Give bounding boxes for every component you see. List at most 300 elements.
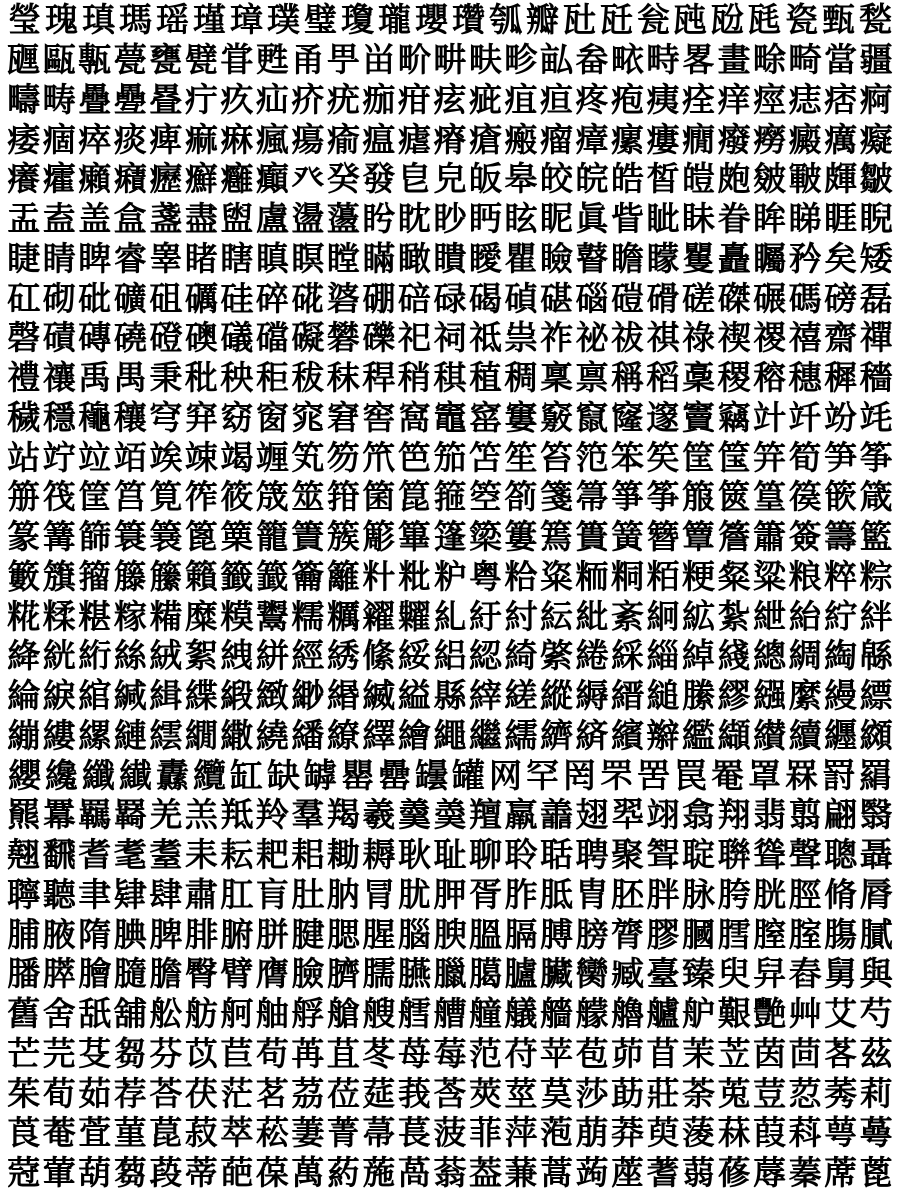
glyph-cell: 艀 [291,994,325,1034]
glyph-cell: 璞 [267,0,300,40]
glyph-cell: 膽 [149,954,183,994]
glyph-cell: 苺 [397,1033,431,1073]
glyph-cell: 罸 [822,755,855,795]
glyph-cell: 粭 [504,556,538,596]
glyph-cell: 穢 [7,397,41,437]
glyph-cell: 瓊 [341,0,374,40]
glyph-cell: 糘 [113,596,147,636]
glyph-cell: 罠 [674,755,707,795]
glyph-cell: 粽 [859,556,893,596]
glyph-cell: 臙 [397,954,431,994]
glyph-cell: 盖 [78,199,112,239]
glyph-cell: 矮 [859,238,893,278]
glyph-cell: 臍 [326,954,360,994]
glyph-cell: 臈 [468,954,502,994]
glyph-cell: 聢 [682,835,716,875]
glyph-cell: 皋 [504,159,538,199]
glyph-cell: 秧 [220,358,254,398]
glyph-cell: 荅 [149,1073,183,1113]
glyph-cell: 紕 [575,596,609,636]
glyph-cell: 笘 [468,437,502,477]
glyph-cell: 艾 [824,994,858,1034]
glyph-cell: 簪 [646,517,680,557]
glyph-cell: 繖 [220,715,254,755]
glyph-cell: 臂 [220,954,254,994]
glyph-cell: 禪 [859,318,893,358]
glyph-cell: 耡 [326,835,360,875]
glyph-cell: 萇 [397,1113,431,1153]
glyph-cell: 瞎 [220,238,254,278]
glyph-cell: 竰 [255,437,289,477]
glyph-cell: 筝 [859,437,893,477]
glyph-cell: 穰 [113,397,147,437]
glyph-cell: 皚 [682,159,716,199]
glyph-cell: 癧 [149,159,183,199]
glyph-cell: 臺 [646,954,680,994]
glyph-cell: 莉 [859,1073,893,1113]
glyph-cell: 罌 [341,755,374,795]
glyph-cell: 荳 [753,1073,787,1113]
glyph-cell: 礦 [113,278,147,318]
glyph-cell: 粐 [433,556,467,596]
glyph-cell: 縡 [468,676,502,716]
glyph-cell: 菁 [326,1113,360,1153]
glyph-cell: 疊 [78,79,112,119]
glyph-cell: 舖 [113,994,147,1034]
glyph-cell: 粫 [575,556,609,596]
glyph-cell: 笵 [575,437,609,477]
glyph-cell: 綮 [539,636,573,676]
glyph-cell: 瞋 [255,238,289,278]
glyph-cell: 翅 [575,795,609,835]
glyph-cell: 缸 [230,755,263,795]
glyph-cell: 萪 [788,1113,822,1153]
glyph-cell: 羸 [504,795,538,835]
glyph-cell: 綛 [468,636,502,676]
glyph-cell: 罔 [563,755,596,795]
glyph-cell: 癲 [255,159,289,199]
glyph-cell: 苙 [717,1033,751,1073]
glyph-cell: 缺 [267,755,300,795]
glyph-cell: 艪 [611,994,645,1034]
glyph-cell: 莚 [362,1073,396,1113]
glyph-cell: 紂 [504,596,538,636]
glyph-cell: 臀 [184,954,218,994]
glyph-cell: 繻 [504,715,538,755]
glyph-cell: 縋 [646,676,680,716]
glyph-cell: 苳 [362,1033,396,1073]
glyph-cell: 緡 [326,676,360,716]
glyph-cell: 瓮 [637,0,670,40]
glyph-cell: 簗 [468,517,502,557]
glyph-cell: 膕 [682,914,716,954]
glyph-cell: 緕 [575,715,609,755]
glyph-cell: 皀 [397,159,431,199]
glyph-cell: 絳 [7,636,41,676]
glyph-cell: 糲 [326,596,360,636]
glyph-cell: 腱 [291,914,325,954]
glyph-cell: 翦 [788,795,822,835]
glyph-cell: 皈 [468,159,502,199]
glyph-cell: 耘 [220,835,254,875]
glyph-cell: 萬 [291,1153,325,1193]
glyph-cell: 癪 [113,159,147,199]
glyph-cell: 縺 [113,715,147,755]
glyph-cell: 筧 [149,477,183,517]
glyph-cell: 网 [489,755,522,795]
glyph-cell: 綸 [7,676,41,716]
glyph-cell: 耜 [291,835,325,875]
glyph-cell: 臘 [433,954,467,994]
glyph-cell: 辮 [646,715,680,755]
glyph-cell: 篷 [433,517,467,557]
glyph-cell: 稱 [611,358,645,398]
glyph-cell: 磑 [611,278,645,318]
glyph-cell: 盒 [113,199,147,239]
glyph-cell: 磧 [42,318,76,358]
glyph-cell: 瓧 [563,0,596,40]
glyph-cell: 筺 [717,437,751,477]
glyph-cell: 肅 [184,874,218,914]
glyph-cell: 脛 [788,874,822,914]
glyph-cell: 瑾 [193,0,226,40]
glyph-cell: 聲 [788,835,822,875]
glyph-cell: 臉 [291,954,325,994]
glyph-cell: 譱 [539,795,573,835]
glyph-cell: 皓 [611,159,645,199]
glyph-cell: 菽 [184,1113,218,1153]
glyph-cell: 碼 [788,278,822,318]
glyph-cell: 秣 [326,358,360,398]
glyph-cell: 緻 [255,676,289,716]
glyph-cell: 眛 [682,199,716,239]
glyph-cell: 磴 [149,318,183,358]
glyph-cell: 隋 [78,914,112,954]
glyph-cell: 箏 [611,477,645,517]
glyph-cell: 絏 [220,636,254,676]
glyph-row [6,0,894,40]
glyph-cell: 苹 [539,1033,573,1073]
glyph-cell: 禝 [753,318,787,358]
glyph-cell: 聊 [468,835,502,875]
glyph-row [6,239,894,279]
glyph-cell: 罘 [600,755,633,795]
glyph-cell: 眤 [539,199,573,239]
glyph-row [6,716,894,756]
glyph-cell: 甦 [255,40,289,80]
glyph-cell: 箘 [362,477,396,517]
glyph-cell: 碌 [433,278,467,318]
glyph-cell: 胝 [539,874,573,914]
glyph-cell: 畆 [539,40,573,80]
glyph-cell: 聹 [7,874,41,914]
glyph-cell: 矗 [717,238,751,278]
glyph-cell: 礬 [326,318,360,358]
glyph-cell: 筮 [291,477,325,517]
glyph-cell: 縉 [611,676,645,716]
glyph-cell: 磆 [646,278,680,318]
glyph-cell: 禀 [575,358,609,398]
glyph-cell: 粃 [397,556,431,596]
glyph-cell: 籀 [78,556,112,596]
glyph-cell: 甓 [184,40,218,80]
glyph-cell: 鬻 [255,596,289,636]
glyph-cell: 莠 [824,1073,858,1113]
glyph-cell: 莵 [717,1073,751,1113]
glyph-cell: 糢 [220,596,254,636]
glyph-cell: 耋 [149,835,183,875]
glyph-cell: 蒟 [575,1153,609,1193]
glyph-cell: 畤 [646,40,680,80]
glyph-cell: 竚 [42,437,76,477]
glyph-cell: 篋 [717,477,751,517]
glyph-cell: 耒 [184,835,218,875]
glyph-cell: 硼 [362,278,396,318]
glyph-cell: 葆 [255,1153,289,1193]
glyph-cell: 艝 [397,994,431,1034]
glyph-cell: 皸 [788,159,822,199]
glyph-cell: 肛 [220,874,254,914]
glyph-cell: 舸 [220,994,254,1034]
glyph-cell: 葷 [42,1153,76,1193]
glyph-cell: 苜 [646,1033,680,1073]
glyph-cell: 蓖 [859,1153,893,1193]
glyph-cell: 眩 [504,199,538,239]
glyph-cell: 萵 [397,1153,431,1193]
glyph-cell: 瘍 [291,119,325,159]
glyph-cell: 緝 [149,676,183,716]
glyph-cell: 脉 [682,874,716,914]
glyph-cell: 畧 [682,40,716,80]
glyph-cell: 筝 [646,477,680,517]
glyph-cell: 罐 [452,755,485,795]
glyph-cell: 繝 [184,715,218,755]
glyph-cell: 莇 [611,1073,645,1113]
glyph-cell: 葹 [362,1153,396,1193]
glyph-cell: 秕 [184,358,218,398]
glyph-cell: 礙 [291,318,325,358]
glyph-cell: 胄 [575,874,609,914]
glyph-cell: 疵 [468,79,502,119]
glyph-cell: 縅 [362,676,396,716]
glyph-cell: 絋 [682,596,716,636]
glyph-cell: 聽 [42,874,76,914]
glyph-cell: 矼 [7,278,41,318]
glyph-cell: 蔆 [682,1113,716,1153]
glyph-cell: 罎 [415,755,448,795]
glyph-cell: 聿 [78,874,112,914]
glyph-cell: 絛 [362,636,396,676]
glyph-cell: 粮 [788,556,822,596]
glyph-cell: 耻 [433,835,467,875]
glyph-cell: 睫 [7,238,41,278]
glyph-cell: 葩 [220,1153,254,1193]
glyph-cell: 艸 [788,994,822,1034]
glyph-cell: 筏 [42,477,76,517]
glyph-cell: 綯 [824,636,858,676]
glyph-cell: 粲 [717,556,751,596]
glyph-cell: 穃 [753,358,787,398]
glyph-cell: 縊 [397,676,431,716]
glyph-cell: 與 [859,954,893,994]
glyph-cell: 稙 [468,358,502,398]
glyph-cell: 翔 [717,795,751,835]
glyph-cell: 箟 [397,477,431,517]
glyph-cell: 葢 [468,1153,502,1193]
glyph-cell: 窗 [255,397,289,437]
glyph-cell: 睨 [859,199,893,239]
glyph-cell: 艚 [433,994,467,1034]
glyph-cell: 硴 [291,278,325,318]
glyph-cell: 膺 [255,954,289,994]
glyph-cell: 瘴 [575,119,609,159]
glyph-cell: 甞 [220,40,254,80]
glyph-cell: 荀 [42,1073,76,1113]
glyph-cell: 茵 [753,1033,787,1073]
glyph-cell: 皖 [575,159,609,199]
glyph-cell: 祕 [575,318,609,358]
glyph-cell: 箚 [504,477,538,517]
glyph-cell: 畴 [42,79,76,119]
glyph-cell: 菴 [42,1113,76,1153]
glyph-cell: 甅 [7,40,41,80]
glyph-cell: 羌 [149,795,183,835]
glyph-cell: 篥 [220,517,254,557]
glyph-cell: 絽 [433,636,467,676]
glyph-cell: 痙 [753,79,787,119]
glyph-cell: 荵 [788,1073,822,1113]
glyph-cell: 稻 [646,358,680,398]
glyph-cell: 縒 [504,676,538,716]
glyph-cell: 飜 [42,835,76,875]
glyph-cell: 礪 [184,278,218,318]
glyph-cell: 荐 [113,1073,147,1113]
glyph-cell: 舂 [788,954,822,994]
glyph-cell: 簫 [753,517,787,557]
glyph-cell: 臧 [611,954,645,994]
glyph-cell: 舅 [824,954,858,994]
glyph-cell: 范 [468,1033,502,1073]
glyph-cell: 瑪 [119,0,152,40]
glyph-cell: 癈 [717,119,751,159]
glyph-cell: 臾 [717,954,751,994]
glyph-cell: 絆 [859,596,893,636]
glyph-cell: 緤 [184,676,218,716]
glyph-cell: 癸 [326,159,360,199]
glyph-cell: 臻 [682,954,716,994]
glyph-cell: 癩 [78,159,112,199]
glyph-cell: 絖 [42,636,76,676]
glyph-cell: 茗 [255,1073,289,1113]
glyph-cell: 纈 [717,715,751,755]
glyph-cell: 罍 [378,755,411,795]
glyph-cell: 癨 [42,159,76,199]
glyph-cell: 稘 [433,358,467,398]
glyph-cell: 綰 [78,676,112,716]
glyph-cell: 瘻 [646,119,680,159]
glyph-cell: 縟 [575,676,609,716]
glyph-cell: 痾 [859,79,893,119]
glyph-cell: 綣 [575,636,609,676]
glyph-cell: 甼 [326,40,360,80]
glyph-cell: 籤 [220,556,254,596]
glyph-cell: 疆 [859,40,893,80]
glyph-cell: 癬 [184,159,218,199]
glyph-cell: 磋 [682,278,716,318]
glyph-cell: 菻 [717,1113,751,1153]
glyph-cell: 竝 [78,437,112,477]
glyph-cell: 翳 [859,795,893,835]
glyph-cell: 盡 [184,199,218,239]
glyph-cell: 碯 [575,278,609,318]
glyph-cell: 碪 [539,278,573,318]
glyph-cell: 箒 [575,477,609,517]
glyph-cell: 畊 [433,40,467,80]
glyph-cell: 癜 [788,119,822,159]
glyph-cell: 疝 [255,79,289,119]
glyph-cell: 痒 [717,79,751,119]
glyph-cell: 莊 [646,1073,680,1113]
glyph-cell: 穹 [149,397,183,437]
glyph-cell: 耿 [397,835,431,875]
glyph-cell: 疱 [611,79,645,119]
glyph-cell: 睿 [113,238,147,278]
glyph-row [6,835,894,875]
glyph-cell: 羲 [362,795,396,835]
glyph-cell: 繽 [611,715,645,755]
glyph-cell: 瓔 [415,0,448,40]
glyph-cell: 眈 [397,199,431,239]
glyph-cell: 膩 [859,914,893,954]
glyph-cell: 稍 [397,358,431,398]
glyph-cell: 蓊 [433,1153,467,1193]
glyph-cell: 纃 [539,715,573,755]
glyph-cell: 痲 [184,119,218,159]
glyph-cell: 罟 [637,755,670,795]
glyph-cell: 箴 [859,477,893,517]
glyph-cell: 睾 [149,238,183,278]
glyph-row [6,994,894,1034]
glyph-row [6,596,894,636]
glyph-cell: 簷 [717,517,751,557]
glyph-cell: 笄 [753,437,787,477]
glyph-cell: 脯 [7,914,41,954]
glyph-cell: 痼 [42,119,76,159]
glyph-cell: 痰 [113,119,147,159]
glyph-cell: 腥 [362,914,396,954]
glyph-cell: 羶 [468,795,502,835]
glyph-cell: 臑 [362,954,396,994]
glyph-cell: 聆 [504,835,538,875]
glyph-cell: 碆 [326,278,360,318]
glyph-cell: 畚 [575,40,609,80]
glyph-cell: 瓲 [674,0,707,40]
glyph-cell: 綉 [326,636,360,676]
glyph-cell: 茫 [220,1073,254,1113]
glyph-cell: 胖 [646,874,680,914]
glyph-cell: 蕚 [859,1113,893,1153]
glyph-cell: 籘 [149,556,183,596]
glyph-cell: 皹 [824,159,858,199]
glyph-cell: 膃 [468,914,502,954]
glyph-cell: 葭 [753,1113,787,1153]
glyph-cell: 舐 [78,994,112,1034]
glyph-cell: 蓐 [753,1153,787,1193]
glyph-cell: 肬 [397,874,431,914]
glyph-cell: 綏 [397,636,431,676]
glyph-cell: 紮 [717,596,751,636]
glyph-cell: 籌 [824,517,858,557]
